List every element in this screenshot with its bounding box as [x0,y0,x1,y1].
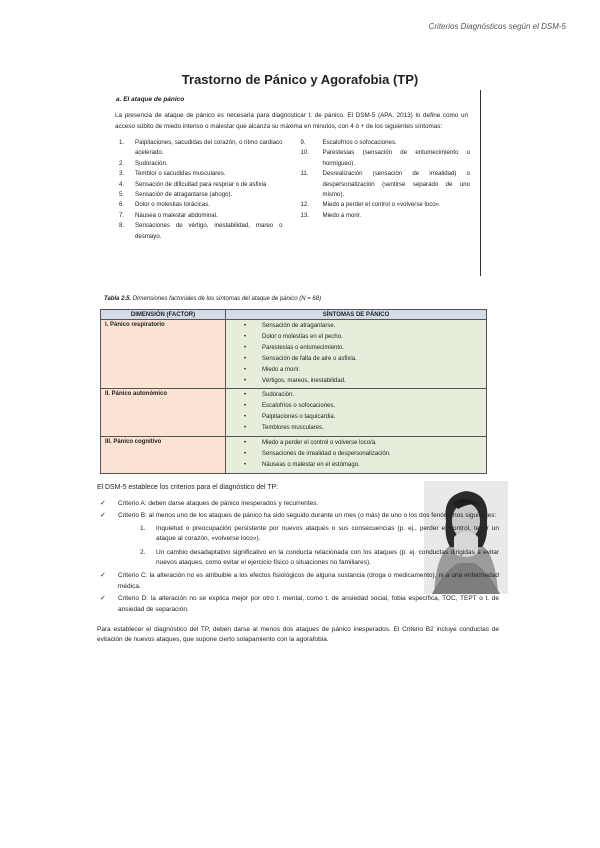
symptom-number: 9. [300,139,306,146]
section-label: a. El ataque de pánico [116,96,185,103]
criterion-d [97,594,499,615]
symptom-number: 2. [119,159,125,167]
sub-number: 2. [140,548,146,556]
criterion-text: Criterio B: al menos uno de los ataques de pánico ha sido seguido durante un mes (o más) de uno o los dos fenómenos siguientes: [118,512,497,520]
symptom-bullet: • Sensación de atragantarse. [226,321,486,332]
symptom-text: Palpitaciones, sacudidas del corazón, o ritmo cardiaco acelerado. [135,139,283,157]
criterion-a [97,499,499,509]
table-header-row [101,310,487,320]
symptom-bullet: • Escalofríos o sofocaciones. [226,401,486,412]
symptom-bullet: • Náuseas o malestar en el estómago. [226,460,486,471]
symptom-item [301,169,471,200]
factor-cell: III. Pánico cognitivo [101,437,226,474]
symptom-text: Sensación de atragantarse (ahogo). [135,191,233,199]
symptom-text: Sudoración. [135,159,168,167]
symptom-number: 10. [300,149,309,157]
criterion-b2 [140,548,499,569]
table-caption-label: Tabla 2.5. [104,296,132,302]
symptom-item [301,138,471,148]
factor-table [100,309,487,474]
symptom-item [113,138,283,159]
criterion-c [97,571,499,592]
symptom-number: 6. [119,201,125,209]
symptom-item [113,159,283,169]
criterion-text: Criterio A: deben darse ataques de pánico inesperados y recurrentes. [118,500,319,507]
checkmark-icon: ✓ [100,500,106,507]
checkmark-icon: ✓ [100,512,106,520]
symptom-list [113,138,470,242]
symptom-number: 8. [119,222,125,230]
page-title: Trastorno de Pánico y Agorafobia (TP) [181,72,419,87]
closing-paragraph: Para establecer el diagnóstico del TP, deben darse al menos dos ataques de pánico inesperados. El Criterio B2 incluye conductas de evitación de nuevos ataques, que supone cierto solapamiento con la agorafobia. [97,626,499,644]
table-caption [104,296,321,302]
symptom-column-right [301,138,471,242]
sub-number: 1. [140,524,146,532]
criterion-b1 [140,524,499,545]
symptom-bullet: • Parestesias o entumecimiento. [226,343,486,354]
symptom-item [113,169,283,179]
criterion-b [97,511,499,521]
symptom-number: 13. [300,211,309,219]
criteria-section [97,484,499,646]
symptoms-cell [226,389,487,437]
symptom-bullet: • Vértigos, mareos, inestabilidad. [226,376,486,387]
symptom-bullet: • Miedo a perder el control o volverse loco/a. [226,438,486,449]
symptom-number: 5. [119,191,125,199]
symptom-number: 4. [119,180,125,188]
table-caption-text: Dimensiones factoriales de los síntomas del ataque de pánico (N = 68) [132,296,322,302]
symptom-text: Sensación de dificultad para respirar o de asfixia [135,180,267,188]
symptom-text: Sensaciones de vértigo, inestabilidad, mareo o desmayo. [135,222,283,240]
criteria-lead: El DSM-5 establece los criterios para el diagnóstico del TP: [97,484,279,491]
symptom-item [113,221,283,242]
symptom-text: Desrealización (sensación de irrealidad) o despersonalización (sentirse separado de uno mismo). [322,170,470,199]
symptom-bullet: • Dolor o molestias en el pecho. [226,332,486,343]
table-row [101,389,487,437]
symptom-item [113,211,283,221]
symptom-text: Escalofríos o sofocaciones. [322,139,397,146]
table-row [101,437,487,474]
factor-cell: I. Pánico respiratorio [101,320,226,389]
factor-cell: II. Pánico autonómico [101,389,226,437]
symptom-item [301,200,471,210]
symptom-number: 12. [300,201,309,209]
symptoms-cell [226,437,487,474]
table-row [101,320,487,389]
running-header: Criterios Diagnósticos según el DSM-5 [428,22,566,31]
header-dimension: DIMENSIÓN (FACTOR) [101,310,226,320]
symptom-item [301,148,471,169]
symptom-text: Náusea o malestar abdominal. [135,211,218,219]
symptom-item [113,190,283,200]
symptom-number: 11. [300,170,309,178]
symptom-text: Parestesias (sensación de entumecimiento u hormigueo). [322,149,470,167]
symptom-text: Miedo a perder el control o «volverse loco». [322,201,441,209]
checkmark-icon: ✓ [100,595,106,603]
symptom-bullet: • Sensaciones de irrealidad o despersonalización. [226,449,486,460]
symptom-item [113,180,283,190]
symptom-bullet: • Sensación de falta de aire o asfixia. [226,354,486,365]
sub-text: Un cambio desadaptativo significativo en la conducta relacionada con los ataques (p. ej. conductas dirigidas a evitar nuevos ataques, como evitar el ejercicio físico o situaciones no familiares). [156,548,499,567]
criterion-text: Criterio D: la alteración no se explica mejor por otro t. mental, como t. de ansiedad social, fobia específica, TOC, TEPT o t. de ansiedad de separación. [118,595,499,613]
symptom-bullet: • Miedo a morir. [226,365,486,376]
symptom-bullet: • Sudoración. [226,390,486,401]
symptom-bullet: • Palpitaciones o taquicardia. [226,412,486,423]
sub-text: Inquietud o preocupación persistente por nuevos ataques o sus consecuencias (p. ej., perder el control, tener un ataque al corazón, «volverse loco»). [156,524,499,543]
symptom-bullet: • Temblores musculares. [226,423,486,434]
symptom-text: Dolor o molestias torácicas. [135,201,210,209]
panic-attack-box [103,90,481,276]
symptom-column-left [113,138,283,242]
symptom-number: 7. [119,211,125,219]
symptoms-cell [226,320,487,389]
symptom-number: 1. [119,139,125,146]
intro-paragraph: La presencia de ataque de pánico es necesaria para diagnosticar t. de pánico. El DSM-5 (APA, 2013) lo define como un acceso súbito de miedo intenso o malestar que alcanza su máxima en minutos, con 4 ó + de los siguientes síntomas: [115,112,468,130]
symptom-item [301,211,471,221]
criterion-text: Criterio C: la alteración no es atribuible a los efectos fisiológicos de alguna sustancia (droga o medicamento), ni a una enfermedad médica. [118,572,499,590]
header-symptoms: SÍNTOMAS DE PÁNICO [226,310,487,320]
symptom-text: Temblor o sacudidas musculares. [135,170,226,178]
checkmark-icon: ✓ [100,572,106,580]
symptom-item [113,200,283,210]
symptom-number: 3. [119,170,125,178]
symptom-text: Miedo a morir. [322,211,362,219]
